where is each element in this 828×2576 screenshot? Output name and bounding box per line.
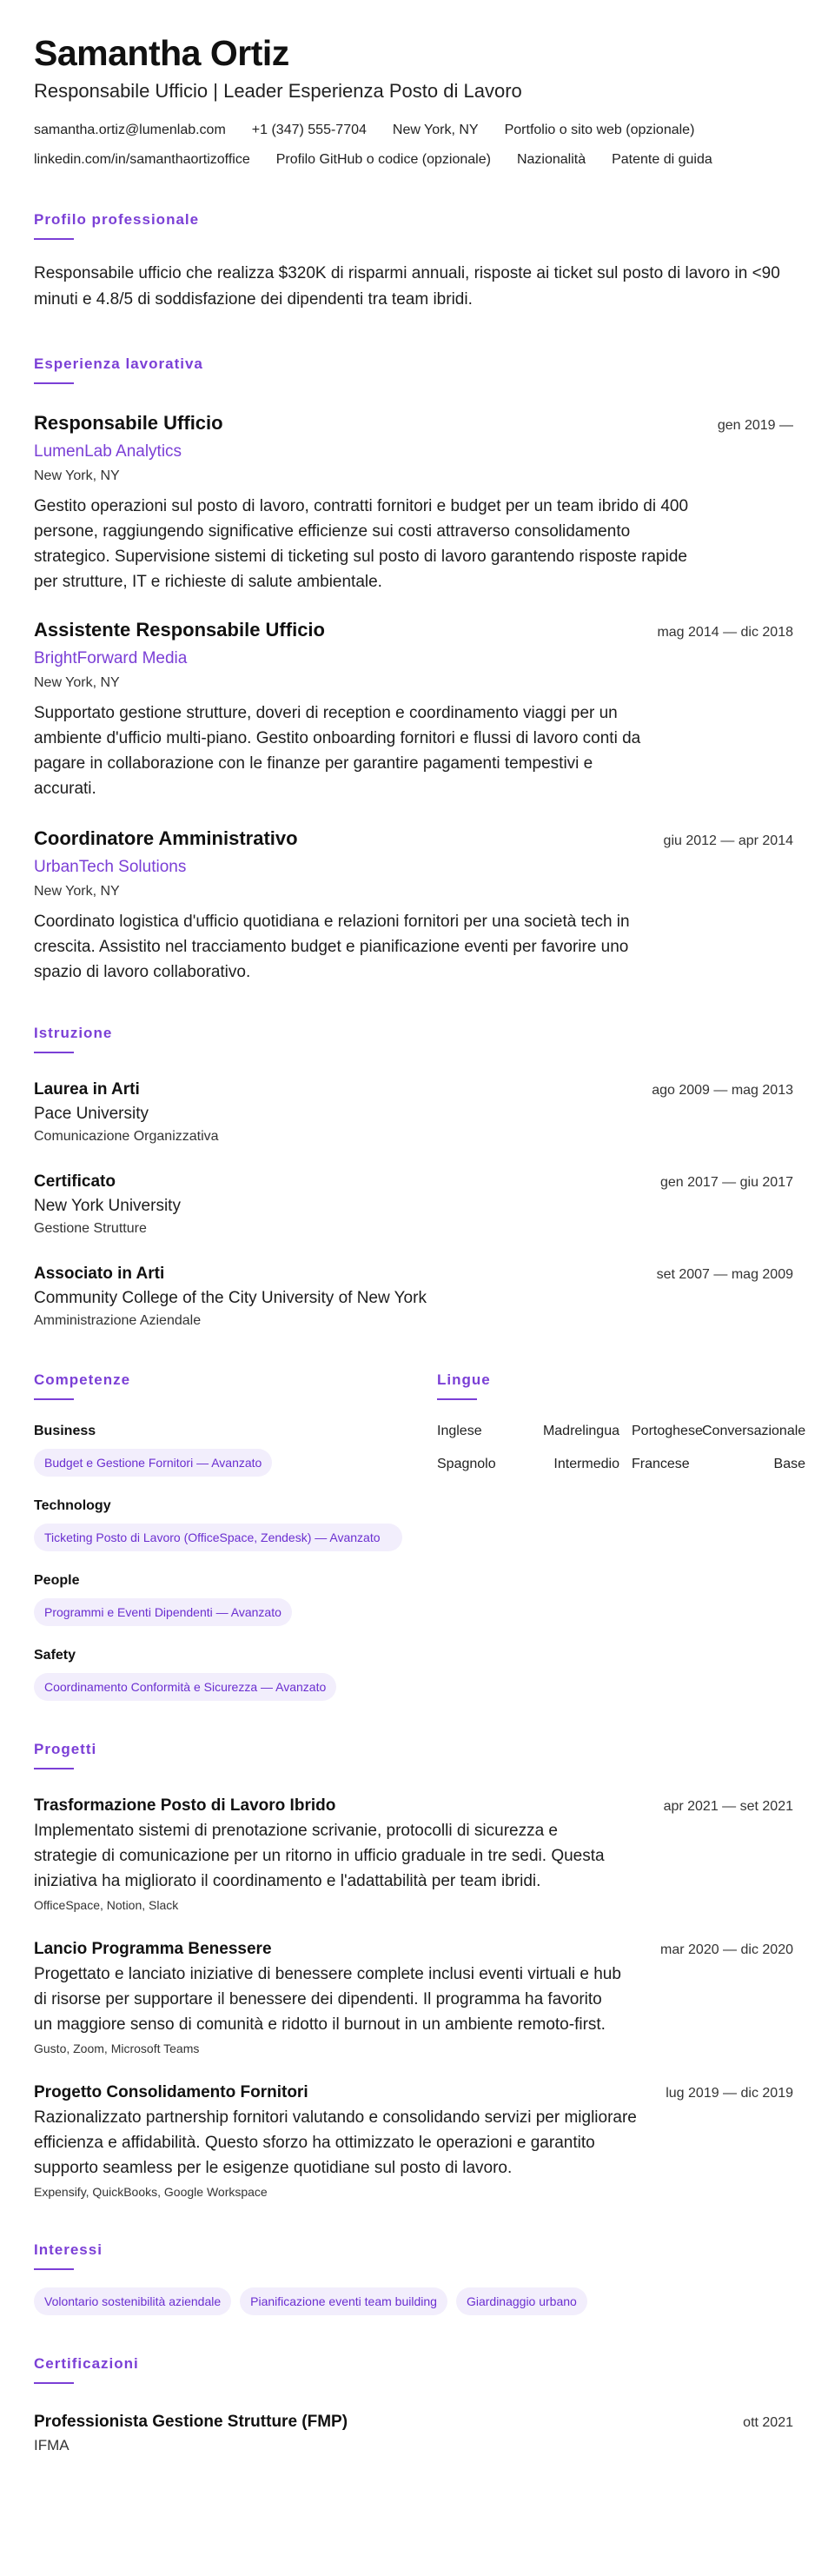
- language-name: Portoghese: [632, 1424, 703, 1438]
- project-title: Lancio Programma Benessere: [34, 1940, 272, 1958]
- job-title: Coordinatore Amministrativo: [34, 827, 298, 849]
- section-divider: [34, 1398, 74, 1400]
- job-company: BrightForward Media: [34, 649, 188, 667]
- project-dates: lug 2019 — dic 2019: [666, 2086, 793, 2101]
- resume-header: [34, 31, 793, 170]
- language-level: Base: [773, 1457, 805, 1471]
- project-title: Progetto Consolidamento Fornitori: [34, 2083, 308, 2101]
- project-tools: OfficeSpace, Notion, Slack: [34, 1898, 179, 1912]
- education-entry: [34, 1078, 793, 1147]
- skills-column: [34, 1370, 402, 1701]
- candidate-name: Samantha Ortiz: [34, 33, 289, 73]
- education-section: [34, 1023, 793, 1331]
- project-description: Razionalizzato partnership fornitori valutando e consolidando servizi per migliorare efficienza e affidabilità. Questo sforzo ha ottimizzato le operazioni e garantito supporto seamless per le esigenze quotidiane sul posto di lavoro.: [34, 2108, 637, 2177]
- section-divider: [34, 1052, 74, 1053]
- skill-group-label: Business: [34, 1424, 96, 1438]
- job-description: Coordinato logistica d'ufficio quotidiana e relazioni fornitori per una società tech in crescita. Assistito nel tracciamento budget e pianificazione eventi per favorire uno spazio di lavoro collaborativo.: [34, 913, 630, 981]
- summary-section: [34, 209, 793, 313]
- language-level: Conversazionale: [702, 1424, 806, 1438]
- skill-group: [34, 1645, 402, 1701]
- education-dates: set 2007 — mag 2009: [656, 1267, 793, 1282]
- skill-group-label: Safety: [34, 1648, 76, 1663]
- contact-linkedin[interactable]: linkedin.com/in/samanthaortizoffice: [34, 152, 250, 167]
- project-entry: [34, 1794, 793, 1915]
- skill-group-label: People: [34, 1573, 80, 1588]
- certification-date: ott 2021: [743, 2415, 793, 2430]
- contact-location: New York, NY: [392, 123, 479, 137]
- section-divider: [34, 382, 74, 384]
- skill-tag: Budget e Gestione Fornitori — Avanzato: [34, 1449, 272, 1477]
- language-name: Spagnolo: [437, 1457, 496, 1471]
- project-entry: [34, 2081, 793, 2201]
- job-entry: [34, 617, 793, 801]
- contact-list: [34, 119, 790, 170]
- contact-nationality: Nazionalità: [516, 152, 586, 167]
- section-title-skills: Competenze: [34, 1371, 131, 1388]
- skill-tag: Ticketing Posto di Lavoro (OfficeSpace, Zendesk) — Avanzato: [34, 1524, 402, 1551]
- job-entry: [34, 826, 793, 985]
- skill-group: [34, 1496, 402, 1551]
- interest-tag: Giardinaggio urbano: [456, 2287, 587, 2315]
- certification-title: Professionista Gestione Strutture (FMP): [34, 2413, 348, 2431]
- interest-tags: [34, 2287, 793, 2315]
- summary-text: Responsabile ufficio che realizza $320K di risparmi annuali, risposte ai ticket sul posto di lavoro in <90 minuti e 4.8/5 di soddisfazione dei dipendenti tra team ibridi.: [34, 264, 780, 309]
- project-title: Trasformazione Posto di Lavoro Ibrido: [34, 1796, 336, 1815]
- experience-section: [34, 354, 793, 985]
- education-school: New York University: [34, 1197, 181, 1215]
- interests-section: [34, 2240, 793, 2315]
- section-divider: [34, 2382, 74, 2384]
- section-title-education: Istruzione: [34, 1025, 113, 1041]
- education-field: Gestione Strutture: [34, 1221, 147, 1236]
- section-title-languages: Lingue: [437, 1371, 491, 1388]
- job-description: Supportato gestione strutture, doveri di reception e coordinamento viaggi per un ambiente d'ufficio multi-piano. Gestito onboarding fornitori e flussi di lavoro conti da pagare in collaborazione con le finanze per garantire pagamenti tempestivi e accurati.: [34, 704, 641, 798]
- language-name: Inglese: [437, 1424, 482, 1438]
- job-company: UrbanTech Solutions: [34, 858, 187, 876]
- contact-github[interactable]: Profilo GitHub o codice (opzionale): [275, 152, 491, 167]
- section-divider: [34, 238, 74, 240]
- contact-phone[interactable]: +1 (347) 555-7704: [251, 123, 367, 137]
- section-divider: [34, 1768, 74, 1769]
- skills-languages-section: [34, 1370, 806, 1701]
- education-degree: Certificato: [34, 1172, 116, 1191]
- certification-issuer: IFMA: [34, 2437, 70, 2453]
- interest-tag: Pianificazione eventi team building: [240, 2287, 447, 2315]
- contact-email[interactable]: samantha.ortiz@lumenlab.com: [34, 123, 226, 137]
- education-degree: Associato in Arti: [34, 1265, 165, 1283]
- section-title-certifications: Certificazioni: [34, 2355, 139, 2372]
- skill-group: [34, 1570, 402, 1626]
- job-location: New York, NY: [34, 468, 120, 483]
- section-title-summary: Profilo professionale: [34, 211, 200, 228]
- job-dates: mag 2014 — dic 2018: [657, 625, 793, 640]
- language-name: Francese: [632, 1457, 690, 1471]
- job-dates: gen 2019 —: [717, 418, 793, 433]
- contact-portfolio[interactable]: Portfolio o sito web (opzionale): [504, 123, 695, 137]
- project-dates: mar 2020 — dic 2020: [660, 1942, 793, 1957]
- skill-group-label: Technology: [34, 1498, 111, 1513]
- projects-section: [34, 1739, 793, 2201]
- section-divider: [437, 1398, 477, 1400]
- education-field: Amministrazione Aziendale: [34, 1313, 202, 1328]
- skill-group: [34, 1421, 402, 1477]
- certification-entry: [34, 2410, 793, 2457]
- education-degree: Laurea in Arti: [34, 1080, 140, 1099]
- certifications-section: [34, 2354, 793, 2457]
- education-entry: [34, 1262, 793, 1331]
- section-title-experience: Esperienza lavorativa: [34, 355, 203, 372]
- job-entry: [34, 410, 793, 594]
- job-location: New York, NY: [34, 884, 120, 899]
- education-dates: ago 2009 — mag 2013: [652, 1083, 793, 1098]
- language-list: [437, 1421, 805, 1475]
- project-description: Implementato sistemi di prenotazione scrivanie, protocolli di sicurezza e strategie di comunicazione per un ritorno in ufficio graduale in tre sedi. Questa iniziativa ha migliorato il coordinamento e l'adattabilità per team ibridi.: [34, 1822, 605, 1890]
- language-level: Intermedio: [553, 1457, 619, 1471]
- language-level: Madrelingua: [542, 1424, 619, 1438]
- skill-tag: Programmi e Eventi Dipendenti — Avanzato: [34, 1598, 292, 1626]
- education-entry: [34, 1170, 793, 1239]
- education-dates: gen 2017 — giu 2017: [659, 1175, 793, 1190]
- job-company: LumenLab Analytics: [34, 442, 182, 461]
- job-title: Assistente Responsabile Ufficio: [34, 619, 325, 641]
- project-entry: [34, 1937, 793, 2058]
- section-title-interests: Interessi: [34, 2241, 103, 2258]
- section-divider: [34, 2268, 74, 2270]
- skill-tag: Coordinamento Conformità e Sicurezza — Avanzato: [34, 1673, 336, 1701]
- project-tools: Gusto, Zoom, Microsoft Teams: [34, 2042, 200, 2055]
- candidate-headline: Responsabile Ufficio | Leader Esperienza Posto di Lavoro: [34, 80, 522, 102]
- job-dates: giu 2012 — apr 2014: [663, 833, 793, 848]
- education-school: Community College of the City University of New York: [34, 1289, 427, 1307]
- education-field: Comunicazione Organizzativa: [34, 1129, 219, 1144]
- job-title: Responsabile Ufficio: [34, 412, 223, 434]
- job-description: Gestito operazioni sul posto di lavoro, contratti fornitori e budget per un team ibrido di 400 persone, raggiungendo significative efficienze sui costi attraverso consolidamento strategico. Supervisione sistemi di ticketing sul posto di lavoro garantendo risposte rapide per strutture, IT e richieste di salute ambientale.: [34, 497, 689, 591]
- languages-column: [437, 1370, 805, 1701]
- project-tools: Expensify, QuickBooks, Google Workspace: [34, 2185, 268, 2199]
- contact-driving-license: Patente di guida: [612, 152, 712, 167]
- section-title-projects: Progetti: [34, 1741, 97, 1757]
- job-location: New York, NY: [34, 675, 120, 690]
- project-dates: apr 2021 — set 2021: [663, 1799, 793, 1814]
- project-description: Progettato e lanciato iniziative di benessere complete inclusi eventi virtuali e hub di risorse per supportare il benessere dei dipendenti. Il programma ha favorito un maggiore senso di comunità e ridotto il burnout in un ambiente remoto-first.: [34, 1965, 621, 2034]
- education-school: Pace University: [34, 1105, 149, 1123]
- interest-tag: Volontario sostenibilità aziendale: [34, 2287, 231, 2315]
